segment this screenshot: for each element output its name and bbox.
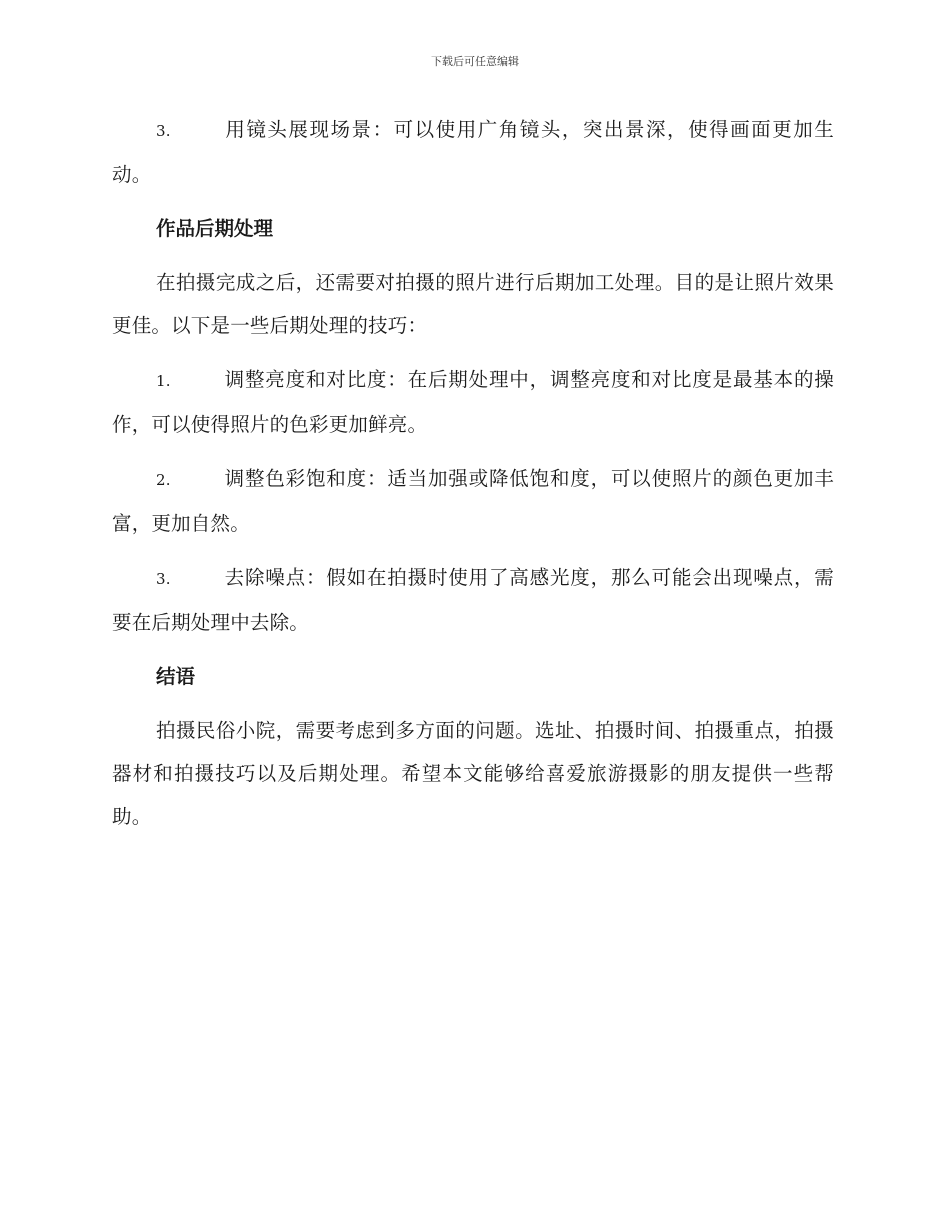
list-item-brightness-contrast (112, 358, 834, 446)
page-header-note: 下载后可任意编辑 (431, 55, 519, 68)
section-heading-conclusion: 结语 (156, 665, 196, 688)
list-item-noise-removal (112, 556, 834, 644)
list-number: 2. (156, 471, 171, 489)
document-body (112, 108, 834, 838)
list-number: 3. (156, 570, 171, 588)
list-item-text: 调整色彩饱和度：适当加强或降低饱和度，可以使照片的颜色更加丰富，更加自然。 (112, 467, 834, 535)
list-item-saturation (112, 457, 834, 545)
list-item-text: 用镜头展现场景：可以使用广角镜头，突出景深，使得画面更加生动。 (112, 118, 834, 186)
list-number: 3. (156, 122, 171, 140)
paragraph-post-processing-intro: 在拍摄完成之后，还需要对拍摄的照片进行后期加工处理。目的是让照片效果更佳。以下是一些后期处理的技巧： (112, 271, 834, 337)
section-heading-post-processing: 作品后期处理 (156, 217, 274, 240)
list-number: 1. (156, 372, 171, 390)
paragraph-conclusion: 拍摄民俗小院，需要考虑到多方面的问题。选址、拍摄时间、拍摄重点，拍摄器材和拍摄技巧以及后期处理。希望本文能够给喜爱旅游摄影的朋友提供一些帮助。 (112, 719, 834, 828)
list-item-lens-scene (112, 108, 834, 196)
list-item-text: 调整亮度和对比度：在后期处理中，调整亮度和对比度是最基本的操作，可以使得照片的色彩更加鲜亮。 (112, 368, 834, 436)
list-item-text: 去除噪点：假如在拍摄时使用了高感光度，那么可能会出现噪点，需要在后期处理中去除。 (112, 566, 834, 634)
